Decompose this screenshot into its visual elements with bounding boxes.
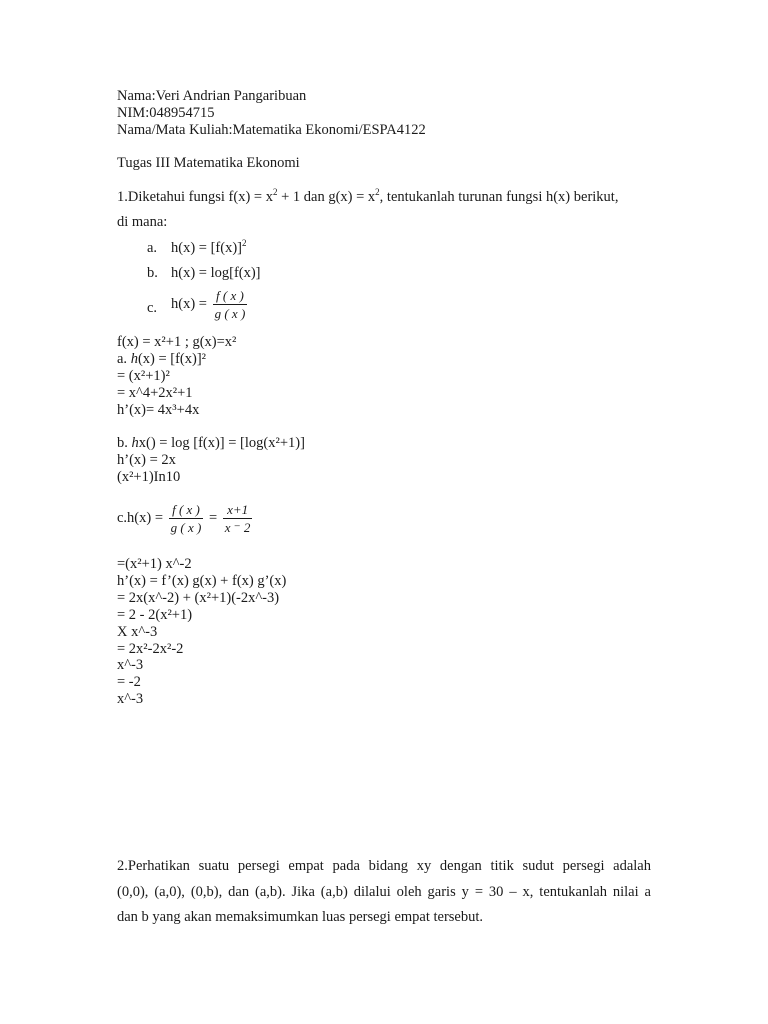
answer-c-line-4: = 2 - 2(x²+1)	[117, 607, 193, 623]
student-nim: NIM:048954715	[117, 105, 215, 121]
answer-b-line-2: h’(x) = 2x	[117, 452, 176, 468]
answer-a-line-3: = x^4+2x²+1	[117, 385, 193, 401]
answer-c-line-6: = 2x²-2x²-2	[117, 641, 184, 657]
answer-c-line-5: X x^-3	[117, 624, 158, 640]
answer-c-fraction-2: $\frac{x+1}{x ^- 2}$	[224, 502, 251, 535]
item-c-label: c.	[147, 300, 158, 316]
item-a-label: a.	[147, 240, 158, 256]
answer-c-formula: c.h(x) = $\frac{f ( x )}{g ( x )}$ = $\frac{x+1}{x ^- 2}$	[117, 502, 251, 535]
answer-b-line-1: b. hx() = log [f(x)] = [log(x²+1)]	[117, 435, 305, 451]
course-name: Nama/Mata Kuliah:Matematika Ekonomi/ESPA4122	[117, 122, 426, 138]
answer-a-line-1: a. h(x) = [f(x)]²	[117, 351, 207, 367]
question-2-line-3: dan b yang akan memaksimumkan luas persegi empat tersebut.	[117, 909, 484, 925]
answer-c-line-9: x^-3	[117, 691, 144, 707]
answer-a-line-2: = (x²+1)²	[117, 368, 170, 384]
answer-c-line-1: =(x²+1) x^-2	[117, 556, 192, 572]
answer-c-line-2: h’(x) = f’(x) g(x) + f(x) g’(x)	[117, 573, 287, 589]
item-a-text: $h(x) = [f(x)]^2$	[171, 238, 247, 256]
item-b-text: h(x) = log[f(x)]	[171, 265, 261, 281]
assignment-title: Tugas III Matematika Ekonomi	[117, 155, 300, 171]
answer-a-line-4: h’(x)= 4x³+4x	[117, 402, 200, 418]
item-c-text: h(x) = $\frac{f ( x )}{g ( x )}$	[171, 288, 246, 321]
question-2-line-2: (0,0), (a,0), (0,b), dan (a,b). Jika (a,b) dilalui oleh garis y = 30 – x, tentukanlah nilai a	[117, 884, 651, 900]
item-c-fraction: $\frac{f ( x )}{g ( x )}$	[214, 288, 246, 321]
question-1-line-2: di mana:	[117, 214, 168, 230]
answer-c-line-8: = -2	[117, 674, 141, 690]
answer-c-line-7: x^-3	[117, 657, 144, 673]
answer-c-line-3: = 2x(x^-2) + (x²+1)(-2x^-3)	[117, 590, 280, 606]
answer-c-fraction-1: $\frac{f ( x )}{g ( x )}$	[170, 502, 202, 535]
student-name: Nama:Veri Andrian Pangaribuan	[117, 88, 307, 104]
question-1-line-1: 1.Diketahui fungsi $f(x) = x^2 + 1$ dan $g(x) = x^2$, tentukanlah turunan fungsi h(x) berikut,	[117, 187, 619, 205]
question-2-line-1: 2.Perhatikan suatu persegi empat pada bidang xy dengan titik sudut persegi adalah	[117, 858, 651, 874]
answer-given: f(x) = x²+1 ; g(x)=x²	[117, 334, 237, 350]
answer-b-line-3: (x²+1)In10	[117, 469, 181, 485]
item-b-label: b.	[147, 265, 158, 281]
